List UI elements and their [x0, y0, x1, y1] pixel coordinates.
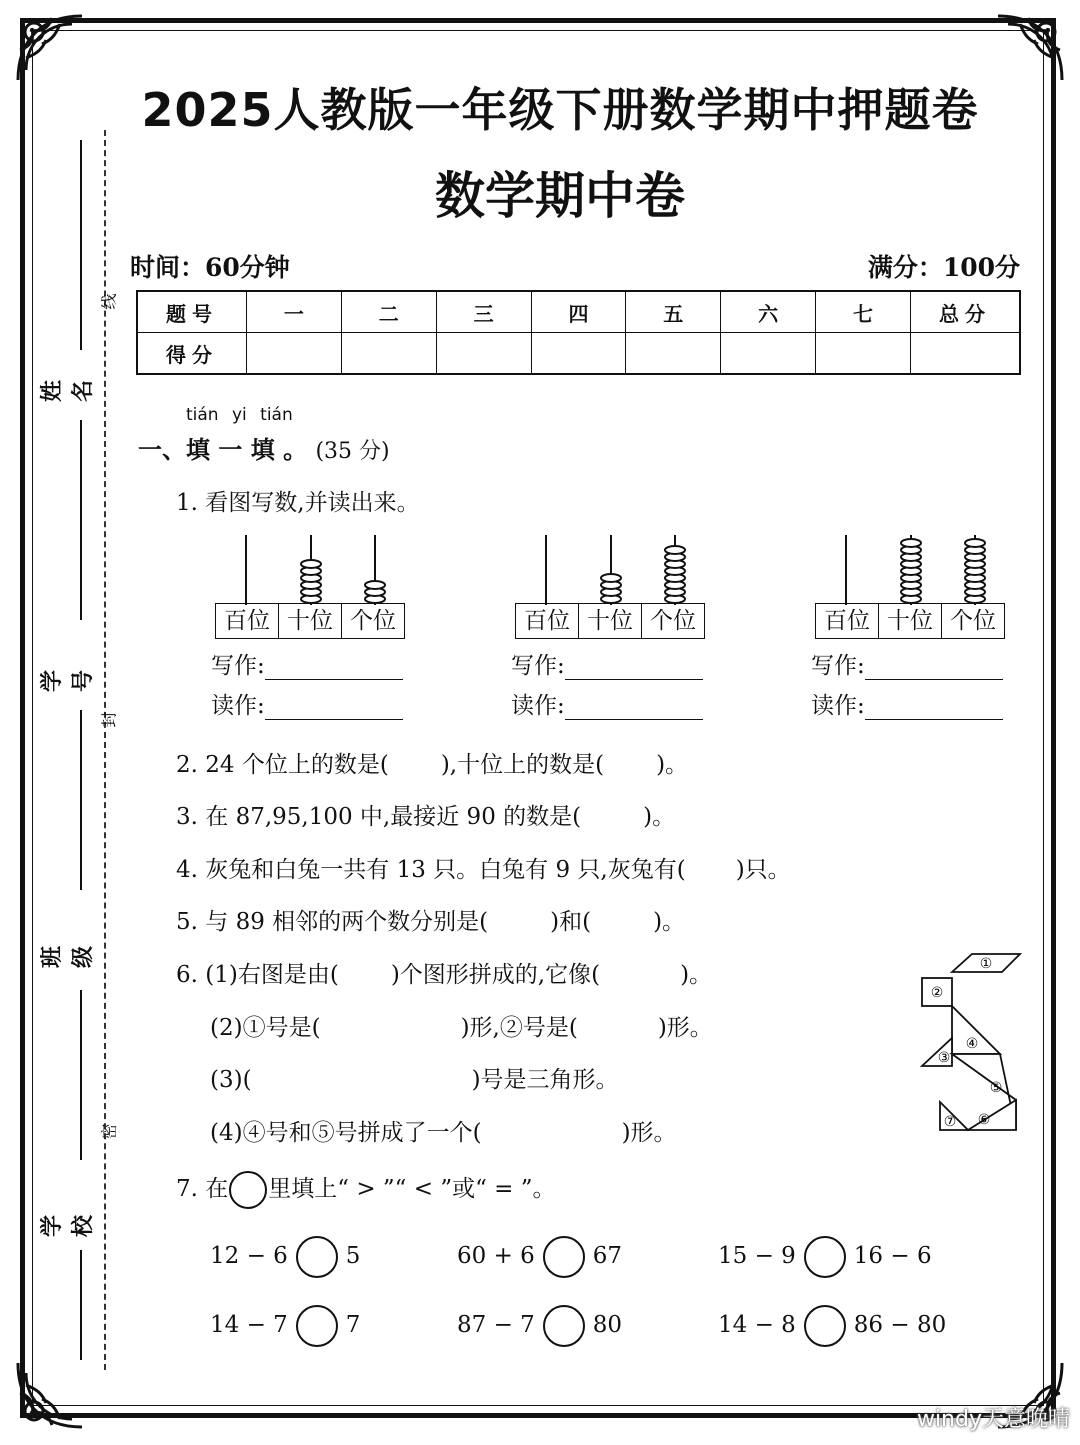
question-text: )形,②号是( [460, 1015, 578, 1041]
question-3 [176, 798, 675, 831]
question-2 [176, 746, 688, 779]
place-ones: 个位 [350, 608, 396, 634]
compare-circle[interactable] [296, 1236, 338, 1278]
question-text: )和( [550, 909, 592, 935]
shape-label: ② [930, 985, 944, 1001]
read-answer-line[interactable] [265, 697, 403, 720]
score-input-cell[interactable] [341, 333, 436, 375]
compare-item-4 [210, 1305, 360, 1347]
class-line [80, 990, 82, 1160]
shape-label: ⑤ [989, 1080, 1003, 1096]
question-text: )。 [656, 752, 689, 778]
compare-circle[interactable] [804, 1305, 846, 1347]
table-cell: 二 [341, 291, 436, 333]
table-cell: 七 [816, 291, 911, 333]
compare-right: 67 [592, 1243, 623, 1269]
table-cell: 三 [436, 291, 531, 333]
table-cell: 总分 [911, 291, 1021, 333]
compare-circle[interactable] [804, 1236, 846, 1278]
abacus-3 [811, 535, 1015, 719]
shape-label: ③ [937, 1050, 951, 1066]
page-title: 2025人教版一年级下册数学期中押题卷 [141, 83, 979, 137]
abacus-2 [511, 535, 715, 719]
write-label: 写作: [511, 653, 565, 679]
place-tens: 十位 [279, 604, 342, 638]
shape-label: ① [979, 956, 993, 972]
abacus-beads-icon [815, 535, 1015, 605]
exam-time: 时间：60分钟 [130, 253, 290, 282]
compare-circle[interactable] [543, 1236, 585, 1278]
question-text: 2. 24 个位上的数是( [176, 752, 389, 778]
table-cell: 五 [626, 291, 721, 333]
read-label: 读作: [211, 693, 265, 719]
side-label-id: 学号 [40, 670, 96, 693]
question-text: )。 [643, 804, 676, 830]
question-text: )号是三角形。 [471, 1067, 619, 1093]
seal-mark: 线 [99, 293, 119, 310]
score-input-cell[interactable] [531, 333, 626, 375]
section-title [138, 430, 390, 465]
place-hundreds: 百位 [816, 604, 879, 638]
compare-left: 87 − 7 [457, 1312, 535, 1338]
question-6-part-2 [210, 1009, 713, 1042]
compare-item-5 [457, 1305, 622, 1347]
question-text: 里填上“ > ”“ < ”或“ = ”。 [268, 1176, 556, 1202]
question-text: 6. (1)右图是由( [176, 962, 339, 988]
compare-left: 60 + 6 [457, 1243, 535, 1269]
table-cell: 一 [247, 291, 342, 333]
question-text: (3)( [210, 1067, 252, 1093]
compare-right: 80 [592, 1312, 623, 1338]
read-label: 读作: [511, 693, 565, 719]
name-line [80, 140, 82, 350]
table-cell: 得分 [137, 333, 247, 375]
score-input-cell[interactable] [247, 333, 342, 375]
write-label: 写作: [811, 653, 865, 679]
table-row [137, 333, 1020, 375]
id-line-top [80, 420, 82, 620]
compare-right: 5 [345, 1243, 361, 1269]
question-text: (2)①号是( [210, 1015, 321, 1041]
question-text: )形。 [621, 1120, 677, 1146]
read-label: 读作: [811, 693, 865, 719]
section-score: (35 分) [315, 439, 390, 464]
question-text: )形。 [657, 1015, 713, 1041]
place-tens: 十位 [879, 604, 942, 638]
question-text: 3. 在 87,95,100 中,最接近 90 的数是( [176, 804, 582, 830]
compare-right: 16 − 6 [853, 1243, 932, 1269]
compare-circle[interactable] [543, 1305, 585, 1347]
write-answer-line[interactable] [265, 657, 403, 680]
question-text: 5. 与 89 相邻的两个数分别是( [176, 909, 489, 935]
compare-item-1 [210, 1236, 360, 1278]
full-score: 满分：100分 [867, 253, 1020, 282]
tangram-figure-icon [920, 950, 1030, 1140]
compare-left: 14 − 8 [718, 1312, 796, 1338]
score-input-cell[interactable] [816, 333, 911, 375]
compare-item-6 [718, 1305, 946, 1347]
question-text: )。 [653, 909, 686, 935]
corner-ornament-icon [12, 1353, 92, 1433]
corner-ornament-icon [12, 10, 92, 90]
side-label-name: 姓名 [40, 380, 96, 403]
side-label-class: 班级 [40, 946, 96, 969]
abacus-beads-icon [215, 535, 415, 605]
side-label-school: 学校 [40, 1215, 96, 1238]
score-input-cell[interactable] [721, 333, 816, 375]
compare-left: 12 − 6 [210, 1243, 288, 1269]
question-5 [176, 903, 685, 936]
compare-left: 15 − 9 [718, 1243, 796, 1269]
compare-left: 14 − 7 [210, 1312, 288, 1338]
shape-label: ④ [965, 1036, 979, 1052]
score-input-cell[interactable] [911, 333, 1021, 375]
question-6-part-1 [176, 956, 712, 989]
circle-icon [229, 1171, 267, 1209]
question-text: 7. 在 [176, 1176, 229, 1202]
compare-right: 7 [345, 1312, 361, 1338]
table-cell: 四 [531, 291, 626, 333]
question-4 [176, 851, 791, 884]
score-table [136, 290, 1021, 375]
binding-dash-line [104, 130, 106, 1370]
read-answer-line[interactable] [565, 697, 703, 720]
shape-label: ⑥ [977, 1112, 991, 1128]
watermark: windy天意晚晴 [916, 1407, 1070, 1432]
compare-item-2 [457, 1236, 622, 1278]
table-row [137, 291, 1020, 333]
abacus-1 [211, 535, 415, 719]
place-ones: 个位 [650, 608, 696, 634]
seal-mark: 封 [99, 711, 119, 728]
question-text: )只。 [735, 857, 791, 883]
score-input-cell[interactable] [436, 333, 531, 375]
place-hundreds: 百位 [216, 604, 279, 638]
compare-right: 86 − 80 [853, 1312, 947, 1338]
question-6-part-4 [210, 1114, 677, 1147]
section-pinyin: tián yi tián [186, 405, 293, 425]
place-ones: 个位 [950, 608, 996, 634]
seal-mark: 密 [99, 1123, 119, 1140]
place-tens: 十位 [579, 604, 642, 638]
abacus-beads-icon [515, 535, 715, 605]
question-text: (4)④号和⑤号拼成了一个( [210, 1120, 482, 1146]
write-answer-line[interactable] [865, 657, 1003, 680]
read-answer-line[interactable] [865, 697, 1003, 720]
question-text: 4. 灰兔和白兔一共有 13 只。白兔有 9 只,灰兔有( [176, 857, 686, 883]
section-title-text: 一、填 一 填 。 [138, 435, 308, 464]
table-cell: 题号 [137, 291, 247, 333]
id-line [80, 710, 82, 890]
shape-label: ⑦ [943, 1114, 957, 1130]
question-1: 1. 看图写数,并读出来。 [176, 490, 420, 516]
write-label: 写作: [211, 653, 265, 679]
question-7 [176, 1170, 556, 1209]
compare-circle[interactable] [296, 1305, 338, 1347]
table-cell: 六 [721, 291, 816, 333]
score-input-cell[interactable] [626, 333, 721, 375]
question-text: )。 [680, 962, 713, 988]
question-6-part-3 [210, 1061, 619, 1094]
place-hundreds: 百位 [516, 604, 579, 638]
compare-item-3 [718, 1236, 932, 1278]
write-answer-line[interactable] [565, 657, 703, 680]
school-line [80, 1250, 82, 1360]
page-subtitle: 数学期中卷 [435, 167, 685, 225]
question-text: ),十位上的数是( [440, 752, 605, 778]
question-text: )个图形拼成的,它像( [390, 962, 601, 988]
